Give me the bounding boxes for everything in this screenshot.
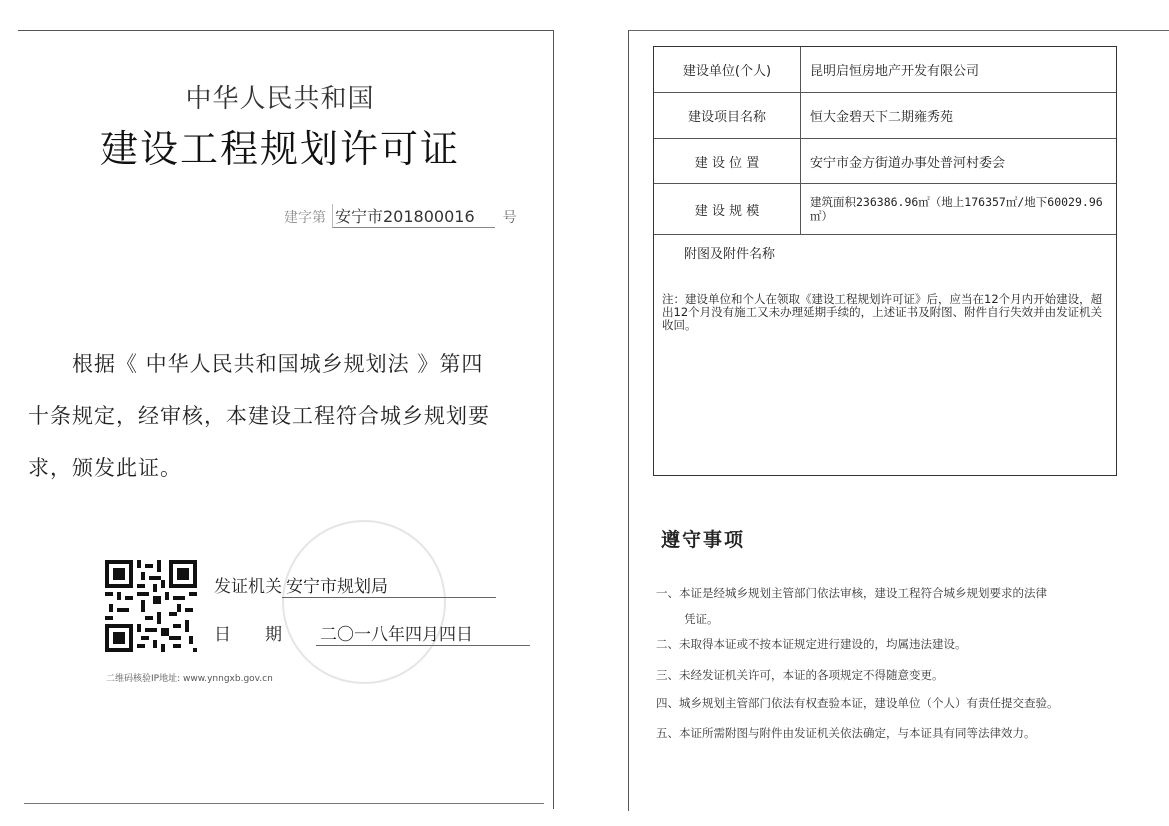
statement-line-3: 求，颁发此证。 xyxy=(28,456,182,480)
rule-item: 五、本证所需附图与附件由发证机关依法确定，与本证具有同等法律效力。 xyxy=(656,726,1036,740)
row-value: 昆明启恒房地产开发有限公司 xyxy=(810,64,980,79)
left-page-bottom-rule xyxy=(24,803,544,804)
official-seal xyxy=(282,520,446,684)
date-row xyxy=(214,620,530,646)
legal-statement xyxy=(28,338,548,494)
certificate-number-suffix: 号 xyxy=(502,210,517,226)
rule-item: 一、本证是经城乡规划主管部门依法审核，建设工程符合城乡规划要求的法律 凭证。 xyxy=(656,586,1047,626)
table-row xyxy=(654,184,1116,235)
date-value: 二〇一八年四月四日 xyxy=(316,620,530,646)
row-label: 建设项目名称 xyxy=(654,93,801,138)
certificate-number-value: 安宁市201800016 xyxy=(332,204,495,228)
issuer-row xyxy=(214,572,496,598)
table-row xyxy=(654,139,1116,184)
rule-item: 三、未经发证机关许可，本证的各项规定不得随意变更。 xyxy=(656,668,944,682)
statement-line-1: 根据《 中华人民共和国城乡规划法 》第四 xyxy=(72,352,484,376)
rule-item: 二、未取得本证或不按本证规定进行建设的，均属违法建设。 xyxy=(656,637,967,651)
statement-line-2: 十条规定，经审核，本建设工程符合城乡规划要 xyxy=(28,404,490,428)
table-row xyxy=(654,93,1116,139)
issuer-label: 发证机关 xyxy=(214,577,282,597)
row-value: 安宁市金方街道办事处普河村委会 xyxy=(810,155,1006,171)
table-row xyxy=(654,47,1116,93)
project-info-table xyxy=(653,46,1117,476)
date-label: 日期 xyxy=(214,625,316,645)
attachment-label: 附图及附件名称 xyxy=(684,247,776,262)
row-label: 建 设 规 模 xyxy=(654,184,801,234)
issuer-value: 安宁市规划局 xyxy=(282,572,496,598)
row-value: 建筑面积236386.96㎡（地上176357㎡/地下60029.96㎡） xyxy=(810,195,1103,223)
certificate-title: 建设工程规划许可证 xyxy=(99,127,460,171)
certificate-number-row xyxy=(284,204,517,228)
validity-note: 注：建设单位和个人在领取《建设工程规划许可证》后，应当在12个月内开始建设，超出12个月没有施工又未办理延期手续的，上述证书及附图、附件自行失效并由发证机关收回。 xyxy=(662,292,1103,332)
rules-title: 遵守事项 xyxy=(661,529,746,551)
qr-code-icon xyxy=(105,560,197,652)
rule-item: 四、城乡规划主管部门依法有权查验本证，建设单位（个人）有责任提交查验。 xyxy=(656,696,1059,710)
row-label: 建设单位(个人) xyxy=(654,47,801,92)
certificate-number-label: 建字第 xyxy=(284,210,326,226)
row-label: 建 设 位 置 xyxy=(654,139,801,183)
qr-caption: 二维码核验IP地址: www.ynngxb.gov.cn xyxy=(106,674,273,684)
row-value: 恒大金碧天下二期雍秀苑 xyxy=(810,110,954,125)
country-name: 中华人民共和国 xyxy=(185,84,375,114)
